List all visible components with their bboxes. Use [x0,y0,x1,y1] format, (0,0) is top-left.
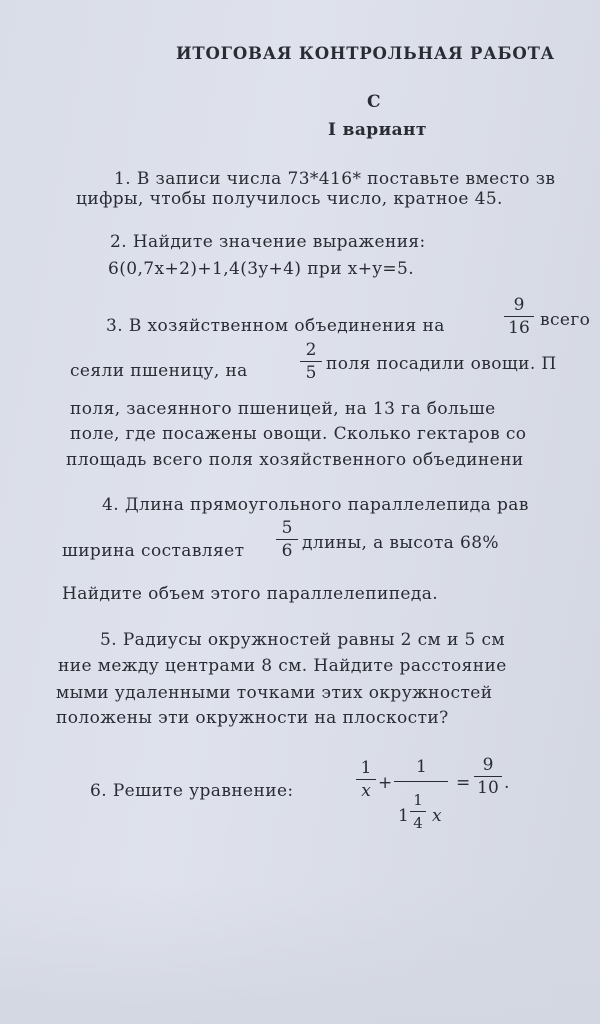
task-4-line-3: Найдите объем этого параллелепипеда. [62,584,439,604]
task-5-line-4: положены эти окружности на плоскости? [56,708,449,728]
fraction-numerator: 1 [413,791,423,809]
fraction-bar [356,779,376,780]
task-6-mixed-whole: 1 [398,806,410,826]
task-1-line-2: цифры, чтобы получилось число, кратное 45. [76,189,503,209]
fraction-denominator: x [361,781,371,801]
fraction-bar [474,776,502,777]
task-4-fraction-5-6 [276,518,298,561]
fraction-bar [276,539,298,540]
task-3-fraction-9-16 [504,295,534,338]
fraction-denominator: 5 [305,363,317,383]
fraction-bar [300,361,322,362]
task-2-line-1: 2. Найдите значение выражения: [110,232,426,252]
fraction-numerator: 9 [513,295,525,315]
task-6-variable-x: x [432,806,442,826]
page-shadow [0,884,600,1024]
task-2-line-2: 6(0,7x+2)+1,4(3y+4) при x+y=5. [108,259,415,279]
fraction-denominator: 10 [477,778,499,798]
task-5-line-1: 5. Радиусы окружностей равны 2 см и 5 см [100,630,506,650]
task-3-line-5: площадь всего поля хозяйственного объединени [66,450,524,470]
fraction-numerator: 5 [281,518,293,538]
task-5-line-2: ние между центрами 8 см. Найдите расстояние [58,656,507,676]
fraction-denominator: 16 [508,318,530,338]
fraction-numerator: 2 [305,340,317,360]
fraction-bar [504,316,534,317]
task-6-label: 6. Решите уравнение: [90,781,294,801]
period: . [504,773,510,793]
task-1-line-1: 1. В записи числа 73*416* поставьте вместо зв [114,169,556,189]
task-3-line-2b: поля посадили овощи. П [326,354,557,374]
task-3-fraction-2-5 [300,340,322,383]
fraction-denominator: 4 [413,814,423,832]
fraction-numerator: 1 [360,758,372,778]
task-3-line-2a: сеяли пшеницу, на [70,361,248,381]
page-title: ИТОГОВАЯ КОНТРОЛЬНАЯ РАБОТА [176,44,555,63]
task-6-fraction-2-numerator: 1 [416,757,428,777]
task-3-line-1a: 3. В хозяйственном объединения на [106,316,445,336]
fraction-denominator: 6 [281,541,293,561]
task-3-line-4: поле, где посажены овощи. Сколько гектаров со [70,424,527,444]
task-6-mixed-fraction-1-4 [410,790,426,833]
equals-sign: = [456,773,471,793]
task-6-fraction-1-x [356,758,376,801]
fraction-bar [410,811,426,812]
task-4-line-2b: длины, а высота 68% [302,533,499,553]
plus-sign: + [378,773,393,793]
task-6-fraction-9-10 [474,755,502,798]
variant-heading: I вариант [328,120,427,140]
fraction-numerator: 9 [482,755,494,775]
task-4-line-2a: ширина составляет [62,541,245,561]
task-4-line-1: 4. Длина прямоугольного параллелепида рав [102,495,529,515]
task-3-line-3: поля, засеянного пшеницей, на 13 га больше [70,399,496,419]
task-6-fraction-2-bar [394,781,448,782]
task-3-line-1b: всего [540,310,591,330]
task-5-line-3: мыми удаленными точками этих окружностей [56,683,493,703]
section-letter: С [367,92,381,112]
